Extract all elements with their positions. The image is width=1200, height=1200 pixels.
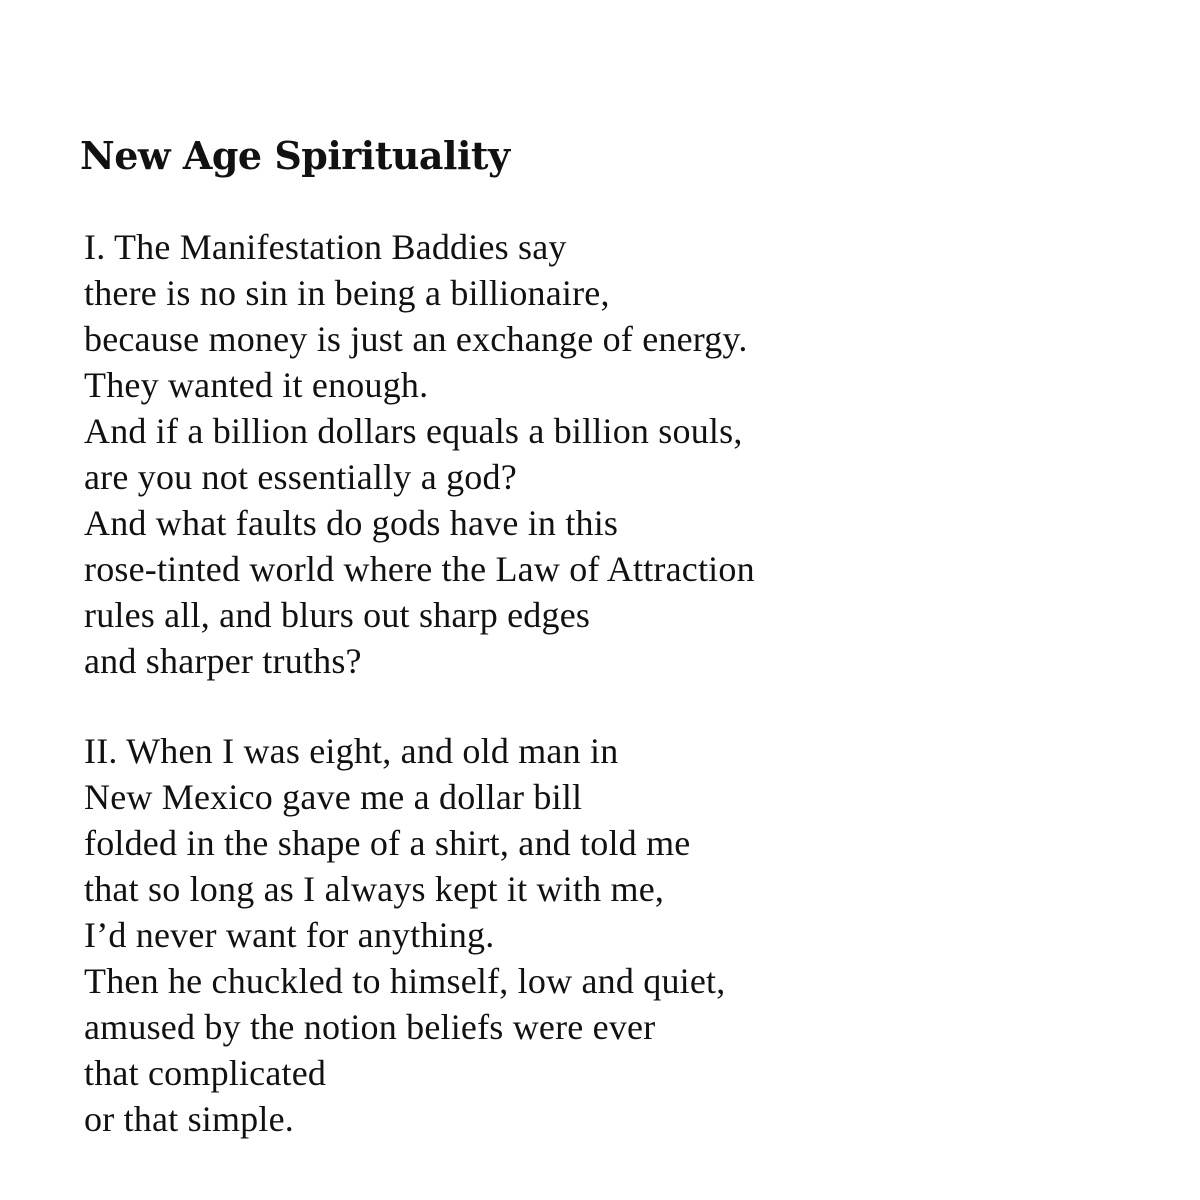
poem-line: or that simple.: [84, 1099, 294, 1139]
stanza-2: [84, 728, 725, 1142]
poem-line: II. When I was eight, and old man in: [84, 731, 619, 771]
poem-line: folded in the shape of a shirt, and told me: [84, 823, 691, 863]
poem-line: are you not essentially a god?: [84, 457, 517, 497]
poem-line: amused by the notion beliefs were ever: [84, 1007, 656, 1047]
poem-line: rose-tinted world where the Law of Attraction: [84, 549, 755, 589]
poem-line: and sharper truths?: [84, 641, 362, 681]
poem-line: because money is just an exchange of energy.: [84, 319, 748, 359]
stanza-1: [84, 224, 755, 684]
poem-line: rules all, and blurs out sharp edges: [84, 595, 591, 635]
poem-line: I. The Manifestation Baddies say: [84, 227, 567, 267]
poem-line: there is no sin in being a billionaire,: [84, 273, 610, 313]
poem-line: New Mexico gave me a dollar bill: [84, 777, 583, 817]
poem-line: that complicated: [84, 1053, 327, 1093]
poem-line: And if a billion dollars equals a billion souls,: [84, 411, 743, 451]
poem-line: And what faults do gods have in this: [84, 503, 619, 543]
poem-line: Then he chuckled to himself, low and quiet,: [84, 961, 726, 1001]
poem-title: New Age Spirituality: [80, 133, 510, 178]
poem-line: that so long as I always kept it with me,: [84, 869, 665, 909]
poem-line: I’d never want for anything.: [84, 915, 495, 955]
poem-line: They wanted it enough.: [84, 365, 429, 405]
